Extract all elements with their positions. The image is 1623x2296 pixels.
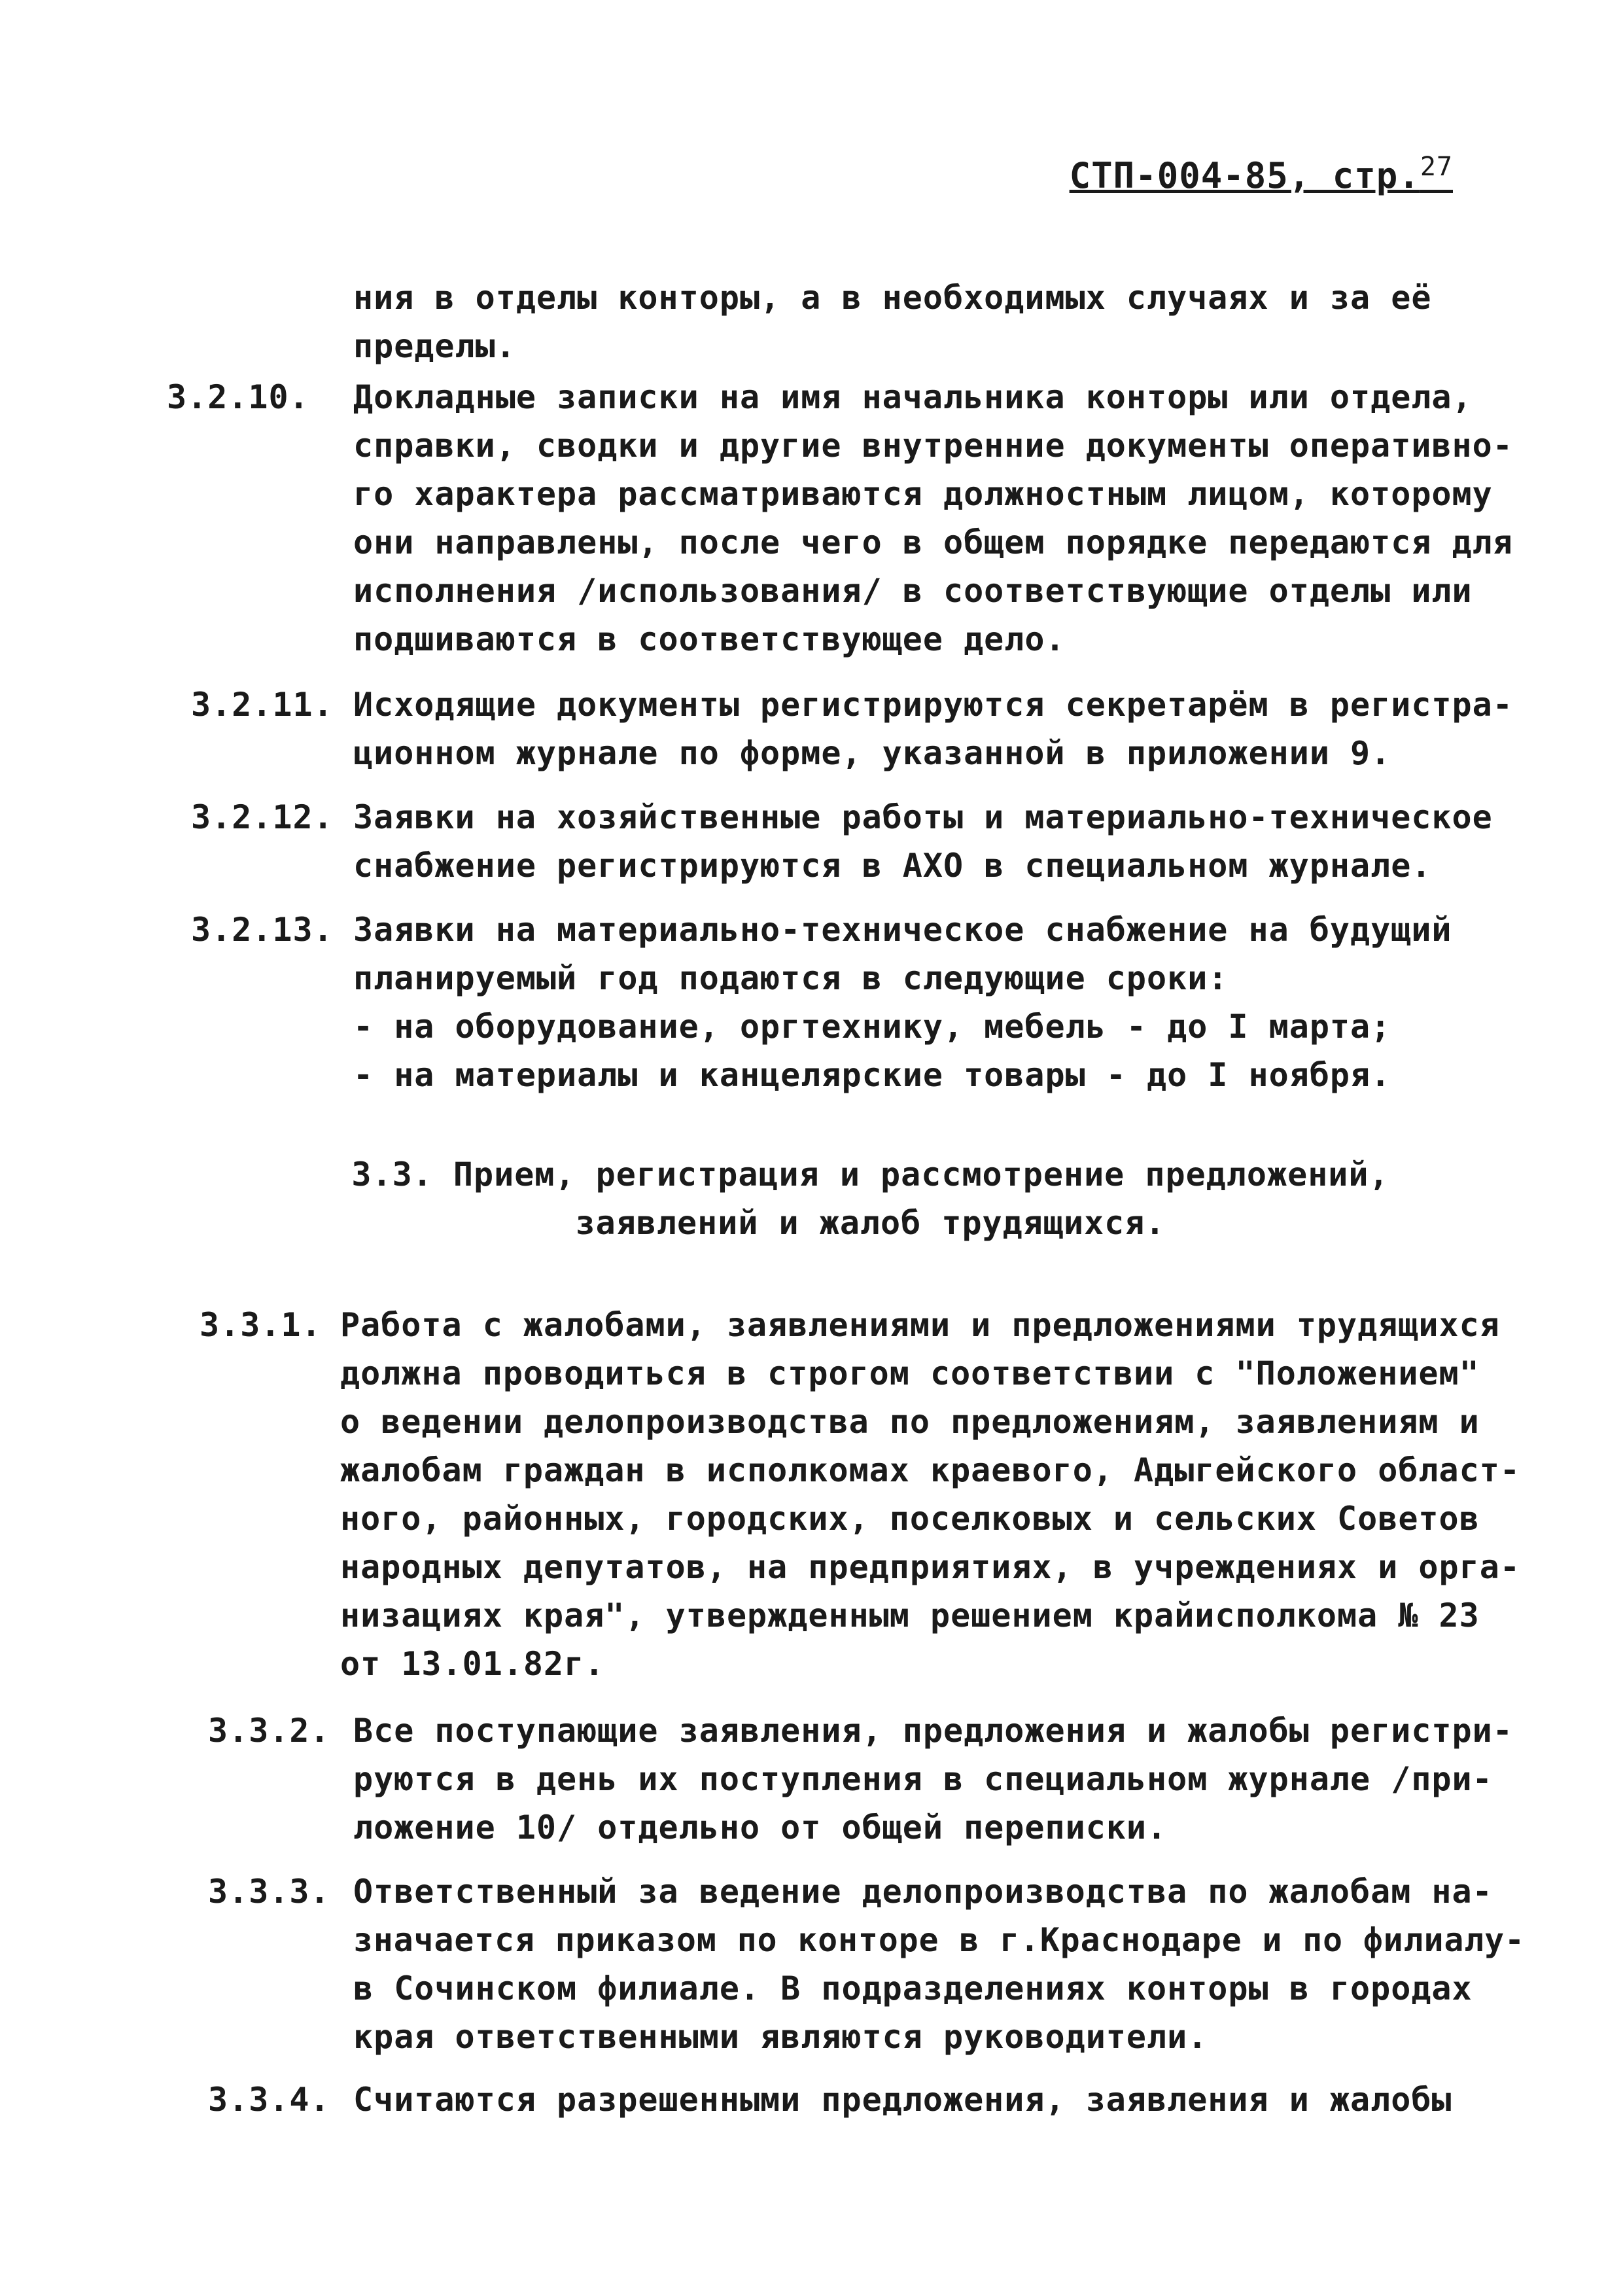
- paragraph-line: значается приказом по конторе в г.Краснодаре и по филиалу-: [353, 1921, 1525, 1959]
- paragraph-line: должна проводиться в строгом соответствии с "Положением": [340, 1354, 1480, 1392]
- clause-number-3-2-10: 3.2.10.: [167, 378, 309, 416]
- paragraph-line: Считаются разрешенными предложения, заявления и жалобы: [353, 2081, 1452, 2119]
- paragraph-line: Исходящие документы регистрируются секретарём в регистра-: [353, 686, 1513, 724]
- paragraph-line: планируемый год подаются в следующие сроки:: [353, 959, 1229, 997]
- paragraph-line: края ответственными являются руководители.: [353, 2018, 1208, 2056]
- paragraph-line: ния в отделы конторы, а в необходимых случаях и за её: [353, 279, 1432, 317]
- paragraph-line: пределы.: [353, 327, 516, 365]
- paragraph-line: Заявки на материально-техническое снабжение на будущий: [353, 911, 1452, 949]
- paragraph-line: они направлены, после чего в общем порядке передаются для: [353, 523, 1513, 561]
- clause-number-3-3-1: 3.3.1.: [200, 1306, 322, 1344]
- paragraph-line: руются в день их поступления в специальном журнале /при-: [353, 1760, 1493, 1798]
- paragraph-line: справки, сводки и другие внутренние документы оперативно-: [353, 427, 1513, 465]
- paragraph-line: в Сочинском филиале. В подразделениях конторы в городах: [353, 1969, 1473, 2007]
- clause-number-3-3-4: 3.3.4.: [208, 2081, 330, 2119]
- clause-number-3-3-2: 3.3.2.: [208, 1712, 330, 1750]
- page-header: [1070, 152, 1453, 196]
- paragraph-line: ционном журнале по форме, указанной в приложении 9.: [353, 734, 1391, 772]
- section-heading: 3.3. Прием, регистрация и рассмотрение предложений,: [351, 1156, 1389, 1193]
- clause-number-3-3-3: 3.3.3.: [208, 1873, 330, 1911]
- paragraph-line: ного, районных, городских, поселковых и сельских Советов: [340, 1500, 1480, 1538]
- section-heading: заявлений и жалоб трудящихся.: [575, 1204, 1166, 1242]
- page-number: 27: [1420, 152, 1453, 182]
- list-item: - на материалы и канцелярские товары - до I ноября.: [353, 1056, 1391, 1094]
- paragraph-line: Все поступающие заявления, предложения и жалобы регистри-: [353, 1712, 1513, 1750]
- paragraph-line: жалобам граждан в исполкомах краевого, Адыгейского област-: [340, 1451, 1520, 1489]
- clause-number-3-2-13: 3.2.13.: [191, 911, 334, 949]
- paragraph-line: снабжение регистрируются в АХО в специальном журнале.: [353, 847, 1432, 885]
- paragraph-line: исполнения /использования/ в соответствующие отделы или: [353, 572, 1473, 610]
- paragraph-line: о ведении делопроизводства по предложениям, заявлениям и: [340, 1403, 1480, 1441]
- paragraph-line: ложение 10/ отдельно от общей переписки.: [353, 1809, 1168, 1846]
- paragraph-line: народных депутатов, на предприятиях, в учреждениях и орга-: [340, 1548, 1520, 1586]
- paragraph-line: низациях края", утвержденным решением крайисполкома № 23: [340, 1597, 1480, 1634]
- paragraph-line: подшиваются в соответствующее дело.: [353, 620, 1066, 658]
- paragraph-line: от 13.01.82г.: [340, 1645, 605, 1683]
- clause-number-3-2-11: 3.2.11.: [191, 686, 334, 724]
- paragraph-line: Докладные записки на имя начальника конторы или отдела,: [353, 378, 1473, 416]
- clause-number-3-2-12: 3.2.12.: [191, 798, 334, 836]
- paragraph-line: Работа с жалобами, заявлениями и предложениями трудящихся: [340, 1306, 1500, 1344]
- paragraph-line: Ответственный за ведение делопроизводства по жалобам на-: [353, 1873, 1493, 1911]
- paragraph-line: Заявки на хозяйственные работы и материально-техническое: [353, 798, 1493, 836]
- paragraph-line: го характера рассматриваются должностным лицом, которому: [353, 475, 1493, 513]
- list-item: - на оборудование, оргтехнику, мебель - до I марта;: [353, 1008, 1391, 1046]
- document-code: СТП-004-85, стр.: [1069, 155, 1420, 196]
